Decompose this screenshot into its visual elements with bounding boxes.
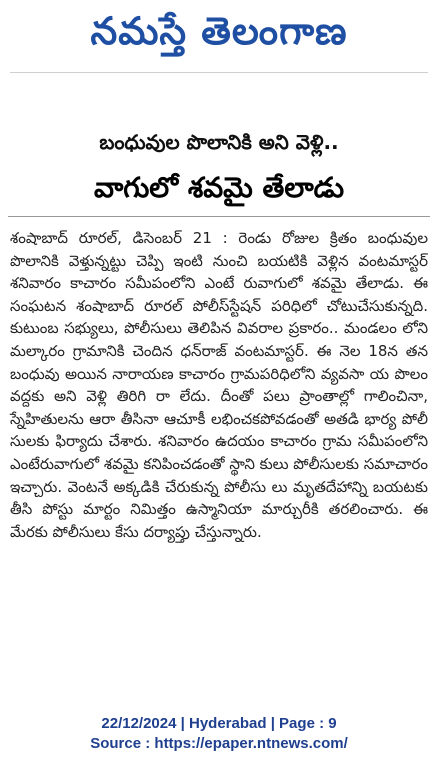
footer bbox=[0, 714, 438, 754]
headline-divider bbox=[8, 216, 430, 217]
article-headline: వాగులో శవమై తేలాడు bbox=[93, 171, 345, 204]
news-clipping bbox=[4, 124, 434, 708]
footer-dateline: 22/12/2024 | Hyderabad | Page : 9 bbox=[101, 715, 337, 732]
newspaper-logo: నమస్తే తెలంగాణ bbox=[90, 9, 348, 53]
masthead-divider bbox=[10, 72, 428, 73]
article-kicker: బంధువుల పొలానికి అని వెళ్లి.. bbox=[99, 130, 339, 154]
masthead bbox=[0, 6, 438, 66]
footer-source-link[interactable]: Source : https://epaper.ntnews.com/ bbox=[90, 735, 348, 752]
article-body: శంషాబాద్ రూరల్, డిసెంబర్ 21 : రెండు రోజుల క్రితం బంధువుల పొలానికి వెళ్తున్నట్టు చెప్పి ఇంటి నుంచి బయటికి వెళ్లిన వంటమాస్టర్ శనివారం కాచారం సమీపంలోని ఎంటే రువాగులో శవమై తేలాడు. ఈ సంఘటన శంషాబాద్ రూరల్ పోలీస్‌స్టేషన్ పరిధిలో చోటుచేసుకున్నది. కుటుంబ సభ్యులు, పోలీసులు తెలిపిన వివరాల ప్రకారం.. మండలం లోని మల్కారం గ్రామానికి చెందిన ధన్‌రాజ్ వంటమాస్టర్. ఈ నెల 18న తన బంధువు అయిన నారాయణ కాచారం గ్రామపరిధిలోని వ్యవసా య పొలం వద్దకు అని వెళ్లి తిరిగి రా లేదు. దీంతో పలు ప్రాంతాల్లో గాలించినా, స్నేహితులను ఆరా తీసినా ఆచూకీ లభించకపోవడంతో అతడి భార్య పోలీ సులకు ఫిర్యాదు చేశారు. శనివారం ఉదయం కాచారం గ్రామ సమీపంలోని ఎంటేరువాగులో శవమై కనిపించడంతో స్థాని కులు పోలీసులకు సమాచారం ఇచ్చారు. వెంటనే అక్కడికి చేరుకున్న పోలీసు లు మృతదేహాన్ని బయటకు తీసి పోస్టు మార్టం నిమిత్తం ఉస్మానియా మార్చురీకి తరలించారు. ఈ మేరకు పోలీసులు కేసు దర్యాప్తు చేస్తున్నారు. bbox=[10, 229, 428, 541]
